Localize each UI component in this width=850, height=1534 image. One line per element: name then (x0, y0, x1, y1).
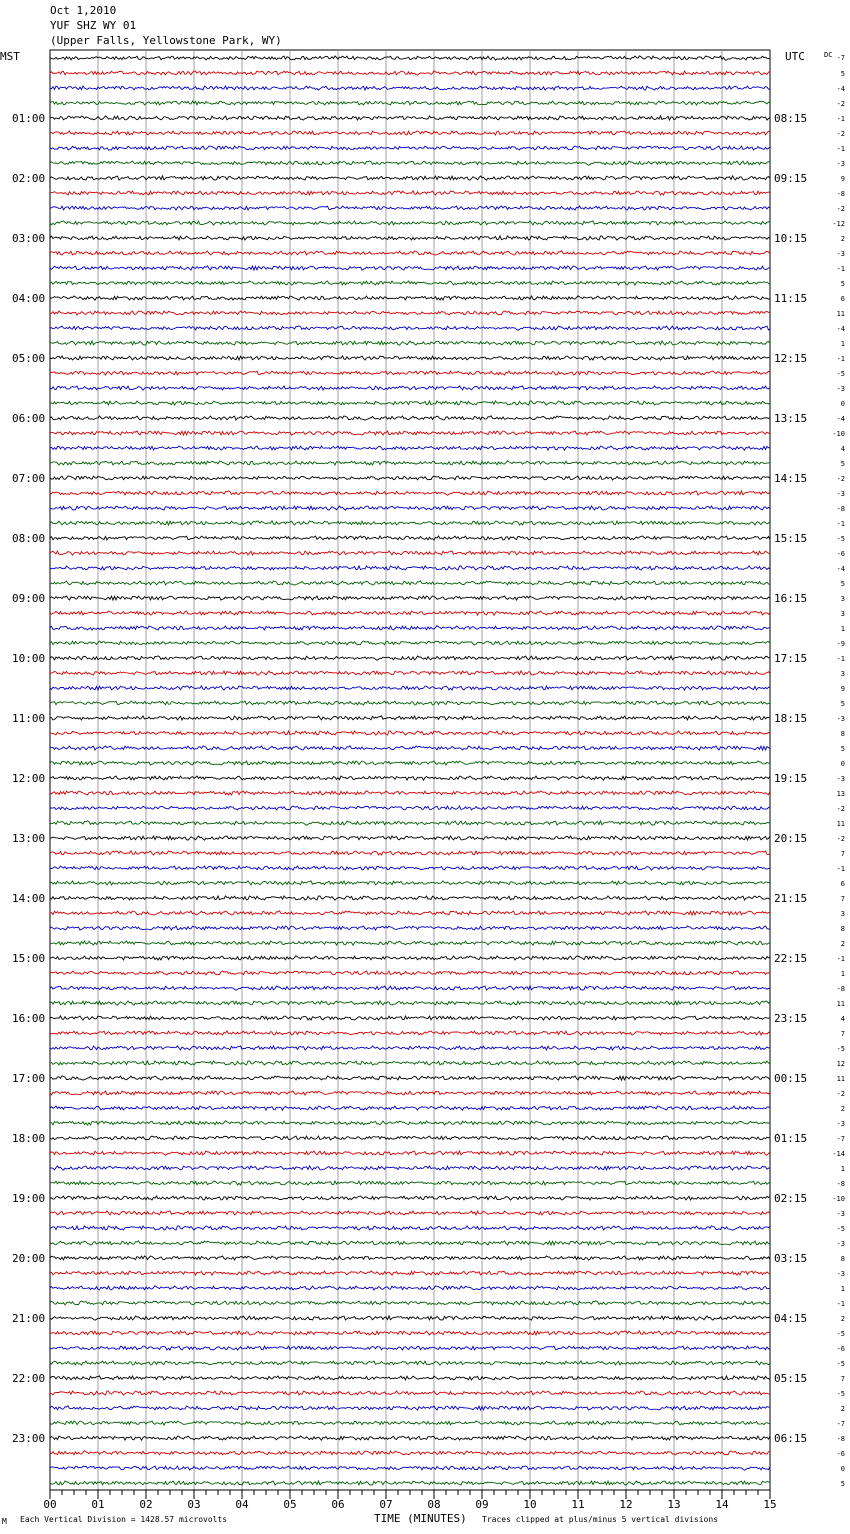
dc-offset: -9 (836, 640, 845, 648)
right-hour-label: 16:15 (774, 592, 808, 605)
trace-line (50, 836, 770, 840)
left-hour-label: 06:00 (12, 412, 46, 425)
trace-line (50, 176, 770, 180)
dc-offset: 4 (840, 1015, 845, 1023)
left-hour-label: 23:00 (12, 1432, 46, 1445)
trace-line (50, 116, 770, 120)
trace-line (50, 866, 770, 870)
trace-line (50, 431, 770, 435)
dc-offset: -7 (836, 1420, 845, 1428)
dc-offset: -3 (836, 385, 845, 393)
dc-offset: 1 (840, 1285, 845, 1293)
trace-line (50, 1301, 770, 1305)
dc-offset: -3 (836, 1210, 845, 1218)
dc-offset: -1 (836, 955, 845, 963)
trace-line (50, 1136, 770, 1140)
trace-line (50, 1226, 770, 1230)
trace-line (50, 206, 770, 210)
trace-line (50, 581, 770, 585)
x-tick-label: 15 (763, 1498, 777, 1511)
trace-line (50, 236, 770, 240)
dc-offset: 7 (840, 850, 845, 858)
dc-offset: 0 (840, 760, 845, 768)
trace-line (50, 1121, 770, 1125)
trace-line (50, 971, 770, 975)
left-hour-label: 20:00 (12, 1252, 46, 1265)
x-tick-label: 11 (571, 1498, 585, 1511)
dc-offset: 5 (840, 700, 845, 708)
trace-line (50, 1046, 770, 1050)
right-hour-label: 17:15 (774, 652, 808, 665)
trace-line (50, 1346, 770, 1350)
dc-offset: -5 (836, 535, 845, 543)
dc-offset: -1 (836, 265, 845, 273)
trace-line (50, 1451, 770, 1455)
dc-offset: -3 (836, 715, 845, 723)
right-hour-label: 12:15 (774, 352, 808, 365)
trace-line (50, 1271, 770, 1275)
dc-offset: -5 (836, 1390, 845, 1398)
trace-line (50, 1286, 770, 1290)
dc-offset: -2 (836, 130, 845, 138)
trace-line (50, 266, 770, 270)
dc-offset: -4 (836, 85, 845, 93)
dc-offset: 0 (840, 1465, 845, 1473)
trace-line (50, 1061, 770, 1065)
trace-line (50, 56, 770, 60)
header-station: YUF SHZ WY 01 (50, 19, 137, 32)
right-hour-label: 11:15 (774, 292, 808, 305)
dc-offset: -5 (836, 1360, 845, 1368)
left-hour-label: 13:00 (12, 832, 46, 845)
trace-line (50, 1376, 770, 1380)
trace-line (50, 551, 770, 555)
dc-offset: -1 (836, 145, 845, 153)
right-hour-label: 22:15 (774, 952, 808, 965)
x-tick-label: 13 (667, 1498, 681, 1511)
left-hour-label: 18:00 (12, 1132, 46, 1145)
trace-line (50, 1031, 770, 1035)
left-hour-label: 15:00 (12, 952, 46, 965)
footer-mark: M (2, 1517, 7, 1526)
dc-offset: -1 (836, 865, 845, 873)
left-hour-label: 11:00 (12, 712, 46, 725)
dc-offset: 2 (840, 235, 845, 243)
dc-offset: -5 (836, 1045, 845, 1053)
dc-offset: -7 (836, 54, 845, 62)
dc-offset: -3 (836, 1240, 845, 1248)
dc-offset: -3 (836, 490, 845, 498)
trace-line (50, 296, 770, 300)
x-axis (43, 1490, 776, 1511)
dc-offset: 2 (840, 940, 845, 948)
left-hour-label: 14:00 (12, 892, 46, 905)
dc-offset: 6 (840, 880, 845, 888)
dc-offset: -4 (836, 415, 845, 423)
trace-line (50, 1181, 770, 1185)
dc-offset: -3 (836, 775, 845, 783)
right-hour-label: 14:15 (774, 472, 808, 485)
dc-offset: -8 (836, 1180, 845, 1188)
x-tick-label: 12 (619, 1498, 633, 1511)
dc-offset: -3 (836, 250, 845, 258)
dc-offset: 1 (840, 1165, 845, 1173)
dc-offset: -8 (836, 1435, 845, 1443)
trace-line (50, 656, 770, 660)
dc-offset: 5 (840, 580, 845, 588)
left-hour-label: 08:00 (12, 532, 46, 545)
trace-line (50, 671, 770, 675)
dc-offset: 8 (840, 1255, 845, 1263)
trace-line (50, 1481, 770, 1485)
trace-line (50, 476, 770, 480)
trace-line (50, 611, 770, 615)
trace-line (50, 761, 770, 765)
right-hour-label: 05:15 (774, 1372, 808, 1385)
trace-line (50, 1331, 770, 1335)
dc-offset: 5 (840, 70, 845, 78)
dc-offset: 4 (840, 445, 845, 453)
trace-line (50, 446, 770, 450)
trace-line (50, 461, 770, 465)
right-hour-label: 00:15 (774, 1072, 808, 1085)
right-hour-label: 08:15 (774, 112, 808, 125)
dc-offset: -5 (836, 370, 845, 378)
right-hour-label: 18:15 (774, 712, 808, 725)
left-hour-label: 04:00 (12, 292, 46, 305)
dc-offset: 0 (840, 400, 845, 408)
right-hour-label: 15:15 (774, 532, 808, 545)
dc-offset: -1 (836, 655, 845, 663)
trace-line (50, 251, 770, 255)
trace-line (50, 1406, 770, 1410)
trace-line (50, 311, 770, 315)
left-axis-title: MST (0, 50, 20, 63)
clip-note: Traces clipped at plus/minus 5 vertical divisions (482, 1515, 719, 1524)
x-tick-label: 04 (235, 1498, 249, 1511)
dc-offset: -5 (836, 1225, 845, 1233)
dc-offset: 3 (840, 670, 845, 678)
dc-offset: 6 (840, 295, 845, 303)
trace-group (50, 56, 770, 1485)
dc-offset: 13 (836, 790, 845, 798)
dc-offset: 2 (840, 1105, 845, 1113)
dc-offset: 11 (836, 820, 845, 828)
trace-line (50, 536, 770, 540)
right-hour-label: 20:15 (774, 832, 808, 845)
left-hour-label: 22:00 (12, 1372, 46, 1385)
trace-line (50, 221, 770, 225)
trace-line (50, 71, 770, 75)
trace-line (50, 596, 770, 600)
left-hour-label: 19:00 (12, 1192, 46, 1205)
dc-offset: -2 (836, 1090, 845, 1098)
dc-offset: 9 (840, 685, 845, 693)
trace-line (50, 1466, 770, 1470)
trace-line (50, 806, 770, 810)
right-hour-label: 21:15 (774, 892, 808, 905)
left-hour-labels (12, 112, 45, 1445)
trace-line (50, 1196, 770, 1200)
x-tick-label: 02 (139, 1498, 153, 1511)
trace-line (50, 281, 770, 285)
dc-offset: -2 (836, 100, 845, 108)
trace-line (50, 626, 770, 630)
dc-offset: 5 (840, 460, 845, 468)
left-hour-label: 16:00 (12, 1012, 46, 1025)
left-hour-label: 02:00 (12, 172, 46, 185)
left-hour-label: 01:00 (12, 112, 46, 125)
right-hour-label: 09:15 (774, 172, 808, 185)
dc-label: DC (824, 51, 833, 59)
left-hour-label: 03:00 (12, 232, 46, 245)
dc-offset: 7 (840, 1030, 845, 1038)
left-hour-label: 07:00 (12, 472, 46, 485)
trace-line (50, 161, 770, 165)
trace-line (50, 641, 770, 645)
dc-offset: -2 (836, 805, 845, 813)
right-hour-labels (774, 112, 807, 1445)
header-location: (Upper Falls, Yellowstone Park, WY) (50, 34, 282, 47)
trace-line (50, 131, 770, 135)
x-tick-label: 07 (379, 1498, 393, 1511)
dc-offset: 5 (840, 745, 845, 753)
left-hour-label: 10:00 (12, 652, 46, 665)
header-date: Oct 1,2010 (50, 4, 117, 17)
trace-line (50, 851, 770, 855)
dc-offset: 8 (840, 925, 845, 933)
trace-line (50, 1151, 770, 1155)
dc-offset: 1 (840, 970, 845, 978)
trace-line (50, 926, 770, 930)
dc-offset: -12 (832, 220, 845, 228)
left-hour-label: 09:00 (12, 592, 46, 605)
right-hour-label: 03:15 (774, 1252, 808, 1265)
trace-line (50, 731, 770, 735)
trace-line (50, 896, 770, 900)
dc-offset: -1 (836, 520, 845, 528)
left-hour-label: 05:00 (12, 352, 46, 365)
trace-line (50, 1076, 770, 1080)
trace-line (50, 566, 770, 570)
trace-line (50, 386, 770, 390)
trace-line (50, 1016, 770, 1020)
trace-line (50, 416, 770, 420)
left-hour-label: 12:00 (12, 772, 46, 785)
dc-offset: 1 (840, 340, 845, 348)
trace-line (50, 1001, 770, 1005)
dc-offset: -5 (836, 1330, 845, 1338)
right-hour-label: 01:15 (774, 1132, 808, 1145)
x-tick-label: 09 (475, 1498, 489, 1511)
dc-offset: -10 (832, 430, 845, 438)
x-tick-label: 10 (523, 1498, 537, 1511)
dc-offset: -2 (836, 205, 845, 213)
dc-offset: 3 (840, 910, 845, 918)
dc-offset: 8 (840, 730, 845, 738)
dc-offset: 11 (836, 310, 845, 318)
trace-line (50, 356, 770, 360)
dc-offset: -2 (836, 475, 845, 483)
dc-offset: -1 (836, 1300, 845, 1308)
x-tick-label: 01 (91, 1498, 105, 1511)
dc-offset: 3 (840, 595, 845, 603)
trace-line (50, 371, 770, 375)
dc-offset: 9 (840, 175, 845, 183)
right-hour-label: 02:15 (774, 1192, 808, 1205)
dc-offset: -6 (836, 1450, 845, 1458)
dc-offset: -1 (836, 115, 845, 123)
trace-line (50, 1436, 770, 1440)
right-hour-label: 23:15 (774, 1012, 808, 1025)
trace-line (50, 1316, 770, 1320)
right-axis-title: UTC (785, 50, 805, 63)
trace-line (50, 986, 770, 990)
right-hour-label: 06:15 (774, 1432, 808, 1445)
trace-line (50, 1091, 770, 1095)
dc-offset: -6 (836, 550, 845, 558)
dc-offset: 11 (836, 1000, 845, 1008)
trace-line (50, 401, 770, 405)
dc-offset: -8 (836, 190, 845, 198)
left-hour-label: 17:00 (12, 1072, 46, 1085)
dc-offset-labels (824, 51, 845, 1488)
trace-line (50, 341, 770, 345)
right-hour-label: 13:15 (774, 412, 808, 425)
dc-offset: 1 (840, 625, 845, 633)
dc-offset: -8 (836, 505, 845, 513)
dc-offset: -14 (832, 1150, 845, 1158)
right-hour-label: 04:15 (774, 1312, 808, 1325)
x-tick-label: 05 (283, 1498, 297, 1511)
trace-line (50, 506, 770, 510)
right-hour-label: 19:15 (774, 772, 808, 785)
trace-line (50, 791, 770, 795)
trace-line (50, 191, 770, 195)
dc-offset: 3 (840, 610, 845, 618)
x-tick-label: 08 (427, 1498, 441, 1511)
trace-line (50, 701, 770, 705)
trace-line (50, 941, 770, 945)
x-tick-label: 00 (43, 1498, 57, 1511)
dc-offset: -2 (836, 835, 845, 843)
dc-offset: -4 (836, 565, 845, 573)
dc-offset: 7 (840, 895, 845, 903)
dc-offset: -3 (836, 1270, 845, 1278)
trace-line (50, 1241, 770, 1245)
left-hour-label: 21:00 (12, 1312, 46, 1325)
trace-line (50, 491, 770, 495)
trace-line (50, 101, 770, 105)
x-tick-label: 14 (715, 1498, 729, 1511)
trace-line (50, 1421, 770, 1425)
trace-line (50, 1361, 770, 1365)
dc-offset: 12 (836, 1060, 845, 1068)
x-axis-title: TIME (MINUTES) (374, 1512, 467, 1525)
trace-line (50, 326, 770, 330)
trace-line (50, 881, 770, 885)
trace-line (50, 1106, 770, 1110)
dc-offset: 5 (840, 1480, 845, 1488)
trace-line (50, 146, 770, 150)
trace-line (50, 746, 770, 750)
dc-offset: 5 (840, 280, 845, 288)
trace-line (50, 911, 770, 915)
x-tick-label: 06 (331, 1498, 345, 1511)
right-hour-label: 10:15 (774, 232, 808, 245)
trace-line (50, 686, 770, 690)
trace-line (50, 521, 770, 525)
trace-line (50, 716, 770, 720)
dc-offset: -7 (836, 1135, 845, 1143)
dc-offset: -3 (836, 160, 845, 168)
x-tick-label: 03 (187, 1498, 201, 1511)
dc-offset: -1 (836, 355, 845, 363)
trace-line (50, 1211, 770, 1215)
trace-line (50, 821, 770, 825)
dc-offset: -10 (832, 1195, 845, 1203)
trace-line (50, 1166, 770, 1170)
trace-line (50, 1256, 770, 1260)
dc-offset: -6 (836, 1345, 845, 1353)
vertical-division-note: Each Vertical Division = 1428.57 microvolts (20, 1515, 228, 1524)
dc-offset: 11 (836, 1075, 845, 1083)
trace-line (50, 1391, 770, 1395)
dc-offset: 7 (840, 1375, 845, 1383)
dc-offset: -3 (836, 1120, 845, 1128)
dc-offset: -8 (836, 985, 845, 993)
trace-line (50, 86, 770, 90)
dc-offset: 2 (840, 1405, 845, 1413)
trace-line (50, 776, 770, 780)
trace-line (50, 956, 770, 960)
dc-offset: -4 (836, 325, 845, 333)
dc-offset: 2 (840, 1315, 845, 1323)
